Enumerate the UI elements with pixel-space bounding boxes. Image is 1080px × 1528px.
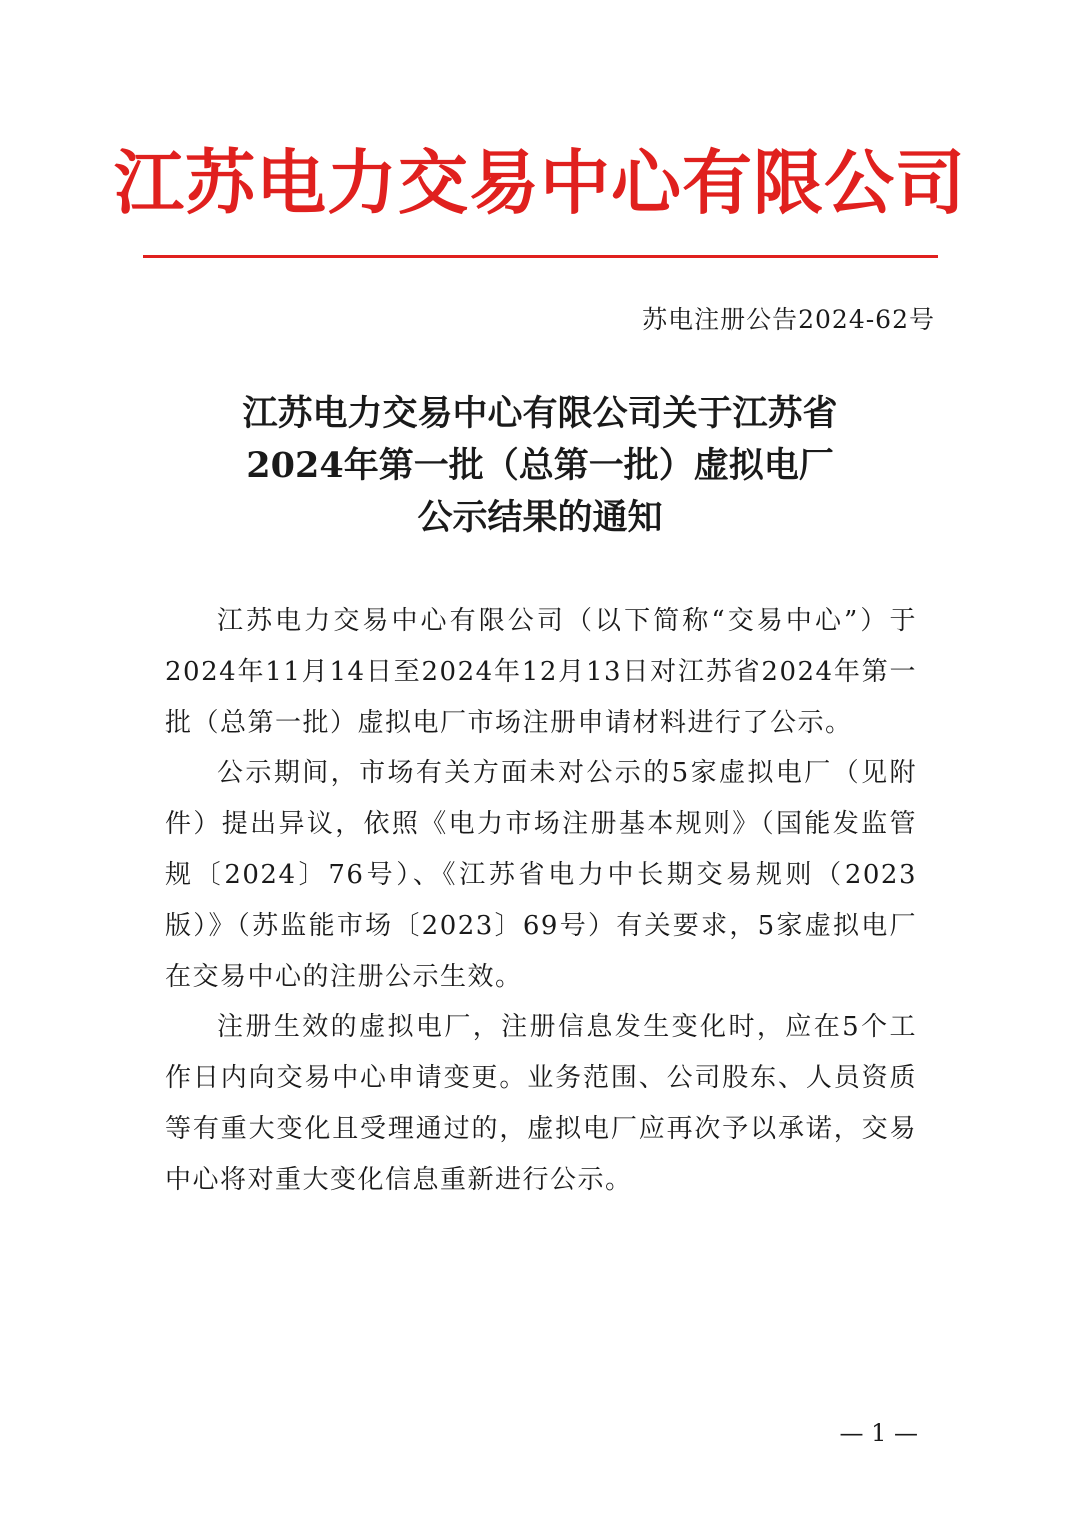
page-number: — 1 —	[839, 1419, 918, 1447]
title-line-2: 2024年第一批（总第一批）虚拟电厂	[246, 445, 834, 486]
document-title	[0, 388, 1080, 544]
document-body	[165, 596, 917, 1206]
red-divider-line	[143, 255, 938, 258]
title-line-3: 公示结果的通知	[417, 497, 663, 538]
body-paragraph-1: 江苏电力交易中心有限公司（以下简称“交易中心”）于2024年11月14日至2024年12月13日对江苏省2024年第一批（总第一批）虚拟电厂市场注册申请材料进行了公示。	[165, 606, 917, 738]
issuer-masthead: 江苏电力交易中心有限公司	[114, 141, 966, 224]
document-number: 苏电注册公告2024-62号	[642, 305, 935, 334]
body-paragraph-3: 注册生效的虚拟电厂，注册信息发生变化时，应在5个工作日内向交易中心申请变更。业务范围、公司股东、人员资质等有重大变化且受理通过的，虚拟电厂应再次予以承诺，交易中心将对重大变化信息重新进行公示。	[165, 1012, 917, 1195]
body-paragraph-2: 公示期间，市场有关方面未对公示的5家虚拟电厂（见附件）提出异议，依照《电力市场注册基本规则》（国能发监管规〔2024〕76号）、《江苏省电力中长期交易规则（2023版）》（苏监能市场〔2023〕69号）有关要求，5家虚拟电厂在交易中心的注册公示生效。	[165, 758, 917, 992]
title-line-1: 江苏电力交易中心有限公司关于江苏省	[242, 393, 838, 434]
